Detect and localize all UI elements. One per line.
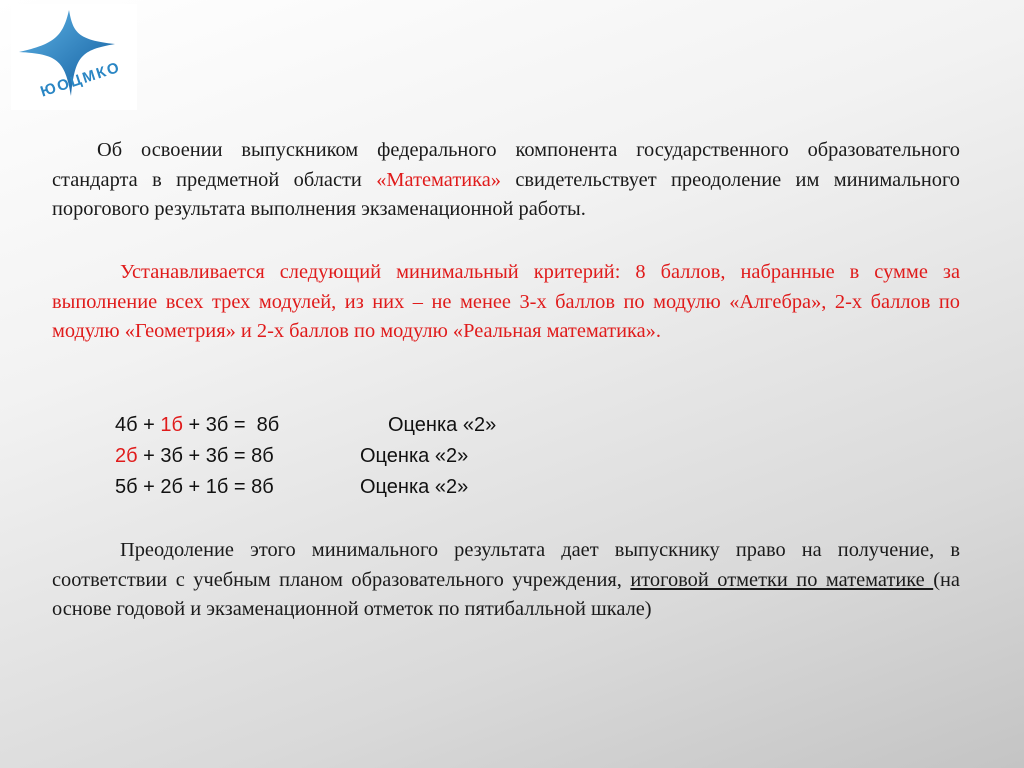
example-part: 5б + 2б + 1б = 8б (115, 476, 274, 498)
example-row (115, 412, 279, 439)
example-grade: Оценка «2» (360, 445, 469, 467)
paragraph-intro-text-end: свидетельствует преодоление им минимального порогового результата выполнения экзаменационной работы. (52, 168, 961, 220)
paragraph-conclusion (52, 536, 960, 625)
example-highlight: 1б (160, 414, 183, 436)
paragraph-criterion: Устанавливается следующий минимальный критерий: 8 баллов, набранные в сумме за выполнение всех трех модулей, из них – не менее 3-х баллов по модулю «Алгебра», 2-х баллов по модулю «Геометрия» и 2-х баллов по модулю «Реальная математика». (52, 261, 960, 342)
example-highlight: 2б (115, 445, 138, 467)
paragraph-intro-text: Об освоении выпускником федерального компонента государственного образовательного стандарта в предметной области (52, 139, 960, 191)
subject-highlight: «Математика» (376, 168, 501, 191)
logo-text: ЮОЦМКО (38, 58, 123, 101)
paragraph-intro (52, 136, 960, 225)
example-part: 4б + (115, 414, 161, 436)
example-part: + 3б + 3б = 8б (137, 445, 274, 467)
underlined-phrase: итоговой отметки по математике (630, 568, 934, 591)
paragraph-conclusion-text-end: (на основе годовой и экзаменационной отметок по пятибалльной шкале) (52, 568, 960, 620)
example-row (115, 474, 274, 501)
paragraph-conclusion-text: Преодоление этого минимального результата дает выпускнику право на получение, в соответствии с учебным планом образовательного учреждения, (52, 539, 960, 591)
example-grade: Оценка «2» (360, 476, 469, 498)
example-part: + 3б = 8б (182, 414, 280, 436)
example-row (115, 443, 274, 470)
logo (11, 4, 137, 110)
star-logo-icon (11, 4, 137, 110)
example-grade: Оценка «2» (388, 414, 497, 436)
